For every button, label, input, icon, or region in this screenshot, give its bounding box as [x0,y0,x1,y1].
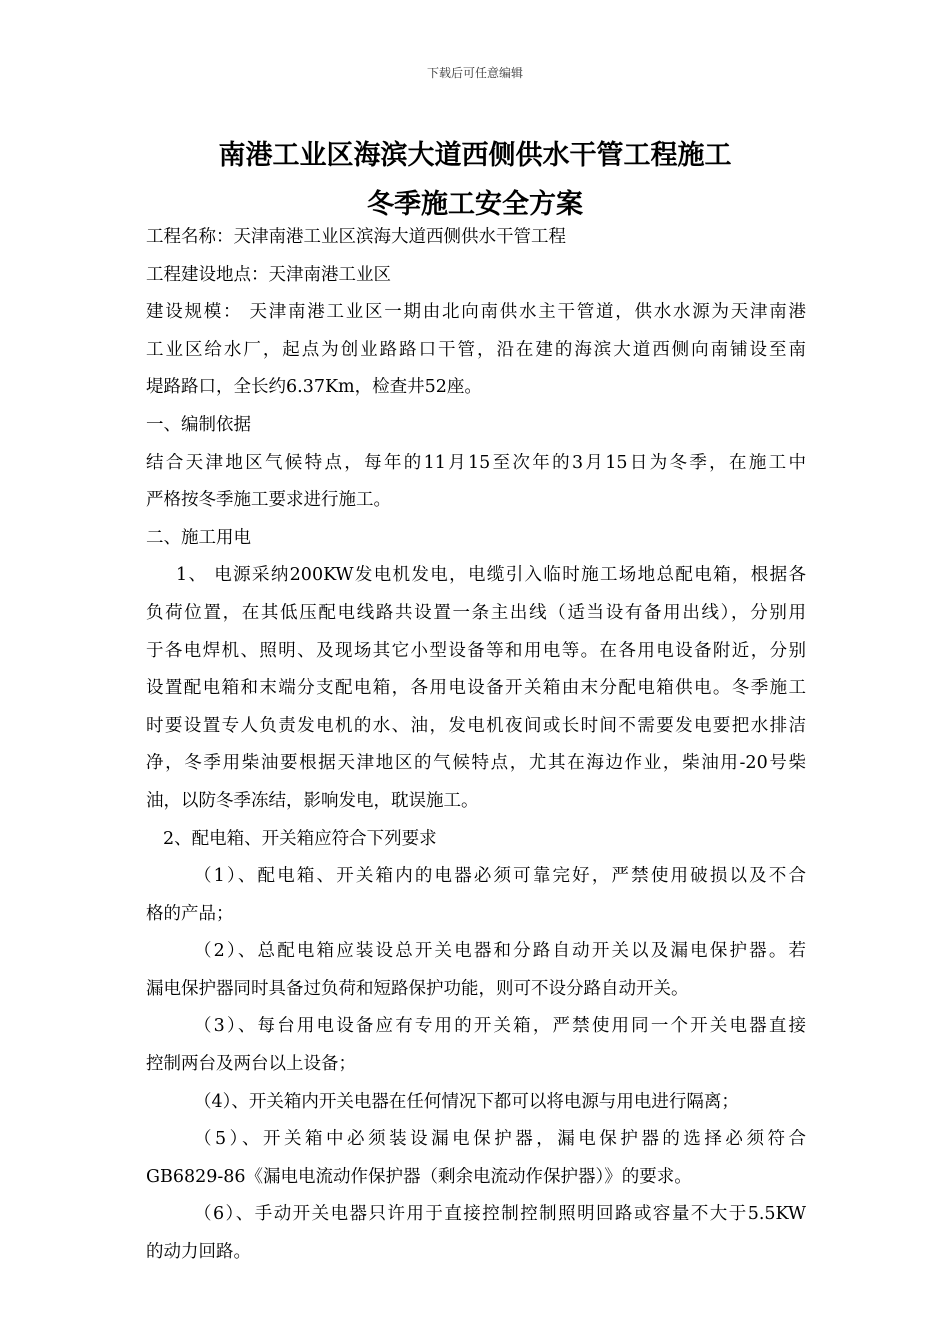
sub-item-line: （2）、总配电箱应装设总开关电器和分路自动开关以及漏电保护器。若 [194,941,806,962]
section1-heading: 一、编制依据 [146,414,251,435]
section1-paragraph-line: 严格按冬季施工要求进行施工。 [146,490,391,511]
document-body [146,219,806,1272]
sub-item-line: 漏电保护器同时具备过负荷和短路保护功能，则可不设分路自动开关。 [146,978,689,999]
sub-item-line: 的动力回路。 [146,1242,251,1263]
sub-item-line: （5）、开关箱中必须装设漏电保护器，漏电保护器的选择必须符合 [194,1129,806,1150]
item1-paragraph-line: 1、 电源采纳200KW发电机发电，电缆引入临时施工场地总配电箱，根据各 [176,565,806,586]
sub-item-line: （6）、手动开关电器只许用于直接控制控制照明回路或容量不大于5.5KW [194,1204,806,1225]
sub-item-line: （4）、开关箱内开关电器在任何情况下都可以将电源与用电进行隔离； [194,1091,739,1112]
sub-item-line: （1）、配电箱、开关箱内的电器必须可靠完好，严禁使用破损以及不合 [194,866,806,887]
item1-paragraph-line: 于各电焊机、照明、及现场其它小型设备等和用电等。在各用电设备附近，分别 [146,640,806,661]
header-note: 下载后可任意编辑 [426,66,523,80]
project-location-line: 工程建设地点：天津南港工业区 [146,264,391,285]
project-scale-line: 堤路路口，全长约6.37Km，检查井52座。 [146,377,482,398]
document-title-line1: 南港工业区海滨大道西侧供水干管工程施工 [218,140,732,171]
project-scale-line: 工业区给水厂，起点为创业路路口干管，沿在建的海滨大道西侧向南铺设至南 [146,339,806,360]
section2-heading: 二、施工用电 [146,527,251,548]
item1-paragraph-line: 设置配电箱和末端分支配电箱，各用电设备开关箱由末分配电箱供电。冬季施工 [146,678,806,699]
item2-heading: 2、配电箱、开关箱应符合下列要求 [163,828,437,849]
item1-paragraph-line: 净，冬季用柴油要根据天津地区的气候特点，尤其在海边作业，柴油用-20号柴 [146,753,806,774]
sub-item-line: GB6829-86《漏电电流动作保护器（剩余电流动作保护器）》的要求。 [146,1166,692,1187]
item1-paragraph-line: 时要设置专人负责发电机的水、油，发电机夜间或长时间不需要发电要把水排洁 [146,715,806,736]
section1-paragraph-line: 结合天津地区气候特点，每年的11月15至次年的3月15日为冬季，在施工中 [146,452,806,473]
document-title-line2: 冬季施工安全方案 [367,189,583,220]
sub-item-line: 控制两台及两台以上设备； [146,1054,356,1075]
item1-paragraph-line: 油，以防冬季冻结，影响发电，耽误施工。 [146,790,479,811]
project-name-line: 工程名称：天津南港工业区滨海大道西侧供水干管工程 [146,227,566,247]
project-scale-line: 建设规模： 天津南港工业区一期由北向南供水主干管道，供水水源为天津南港 [146,302,806,323]
sub-item-line: 格的产品； [146,903,234,924]
item1-paragraph-line: 负荷位置，在其低压配电线路共设置一条主出线（适当设有备用出线），分别用 [146,602,806,623]
sub-item-line: （3）、每台用电设备应有专用的开关箱，严禁使用同一个开关电器直接 [194,1016,806,1037]
